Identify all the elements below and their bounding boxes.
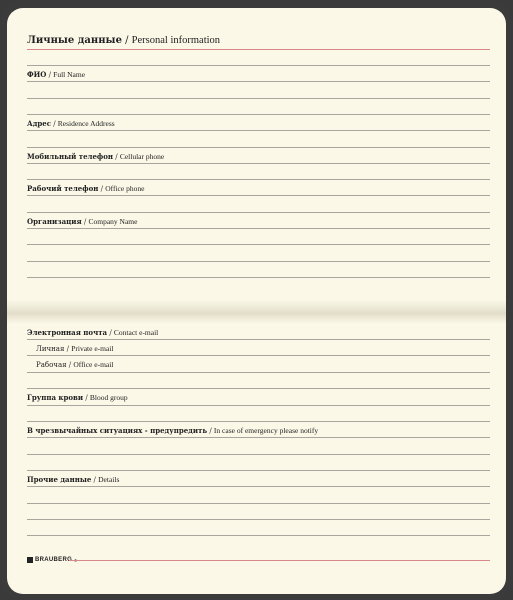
- label-en: Company Name: [88, 217, 138, 226]
- writing-line-details[interactable]: [27, 486, 490, 487]
- label-sep: /: [81, 218, 89, 226]
- writing-line-mobile[interactable]: [27, 179, 490, 180]
- title-underline: [27, 49, 490, 50]
- writing-line-address[interactable]: [27, 130, 490, 131]
- page-title-ru: Личные данные: [27, 35, 122, 46]
- label-ru: Адрес: [27, 119, 51, 128]
- field-label-emergency: [27, 426, 318, 436]
- writing-line-email-office[interactable]: [27, 372, 490, 373]
- label-sep: /: [50, 120, 58, 128]
- label-ru: В чрезвычайных ситуациях - предупредить: [27, 426, 208, 435]
- writing-line-fio[interactable]: [27, 98, 490, 99]
- label-sep: /: [113, 153, 120, 161]
- field-label-email-office: [36, 360, 113, 370]
- label-en: Full Name: [53, 70, 86, 79]
- writing-line-email-private[interactable]: [27, 355, 490, 356]
- writing-line-emergency[interactable]: [27, 470, 490, 471]
- page-fold: [7, 300, 506, 324]
- label-ru: Рабочая: [36, 361, 67, 369]
- field-label-blood-group: [27, 393, 128, 403]
- rule: [27, 339, 490, 340]
- writing-line-address[interactable]: [27, 147, 490, 148]
- field-label-work-phone: [27, 184, 144, 194]
- label-en: Residence Address: [57, 119, 115, 128]
- label-sep: /: [66, 361, 74, 369]
- label-sep: /: [46, 71, 54, 79]
- label-en: Details: [98, 475, 120, 484]
- writing-line-organization[interactable]: [27, 244, 490, 245]
- label-sep: /: [91, 476, 99, 484]
- label-en: Blood group: [89, 393, 128, 402]
- field-label-address: [27, 119, 115, 129]
- field-label-organization: [27, 217, 137, 227]
- field-label-details: [27, 475, 119, 485]
- writing-line-work-phone[interactable]: [27, 212, 490, 213]
- label-sep: /: [207, 427, 214, 435]
- field-label-email: [27, 328, 158, 338]
- writing-line-organization[interactable]: [27, 228, 490, 229]
- writing-line-organization[interactable]: [27, 261, 490, 262]
- label-en: Office e-mail: [73, 360, 114, 369]
- label-sep: /: [83, 394, 90, 402]
- writing-line-fio[interactable]: [27, 81, 490, 82]
- brand-mark-icon: [27, 557, 33, 563]
- writing-line-work-phone[interactable]: [27, 195, 490, 196]
- label-ru: ФИО: [27, 70, 47, 79]
- rule: [27, 65, 490, 66]
- label-ru: Организация: [27, 217, 82, 226]
- label-sep: /: [64, 345, 72, 353]
- label-sep: /: [98, 185, 106, 193]
- writing-line-email[interactable]: [27, 388, 490, 389]
- label-ru: Электронная почта: [27, 328, 108, 337]
- notebook-page: [7, 8, 506, 594]
- writing-line-blood-group[interactable]: [27, 405, 490, 406]
- brand-reg: ®: [74, 557, 78, 563]
- page-title: [27, 35, 220, 46]
- label-en: Contact e-mail: [113, 328, 159, 337]
- label-ru: Личная: [36, 345, 65, 353]
- writing-line-fio[interactable]: [27, 114, 490, 115]
- writing-line-blood-group[interactable]: [27, 421, 490, 422]
- writing-line-emergency[interactable]: [27, 454, 490, 455]
- label-en: Cellular phone: [119, 152, 165, 161]
- writing-line-details[interactable]: [27, 519, 490, 520]
- label-en: Private e-mail: [71, 344, 114, 353]
- writing-line-mobile[interactable]: [27, 163, 490, 164]
- field-label-mobile: [27, 152, 164, 162]
- label-ru: Прочие данные: [27, 475, 92, 484]
- writing-line-details[interactable]: [27, 503, 490, 504]
- writing-line-emergency[interactable]: [27, 437, 490, 438]
- writing-line-details[interactable]: [27, 535, 490, 536]
- footer-rule: [69, 557, 490, 563]
- page-title-sep: /: [121, 35, 132, 46]
- label-en: In case of emergency please notify: [213, 426, 319, 435]
- field-label-email-private: [36, 344, 113, 354]
- page-title-en: Personal information: [131, 35, 221, 46]
- writing-line-organization[interactable]: [27, 277, 490, 278]
- brand-name: BRAUBERG: [35, 557, 73, 563]
- label-ru: Рабочий телефон: [27, 184, 99, 193]
- label-ru: Мобильный телефон: [27, 152, 114, 161]
- label-sep: /: [107, 329, 114, 337]
- label-en: Office phone: [105, 184, 145, 193]
- label-ru: Группа крови: [27, 393, 84, 402]
- field-label-fio: [27, 70, 85, 80]
